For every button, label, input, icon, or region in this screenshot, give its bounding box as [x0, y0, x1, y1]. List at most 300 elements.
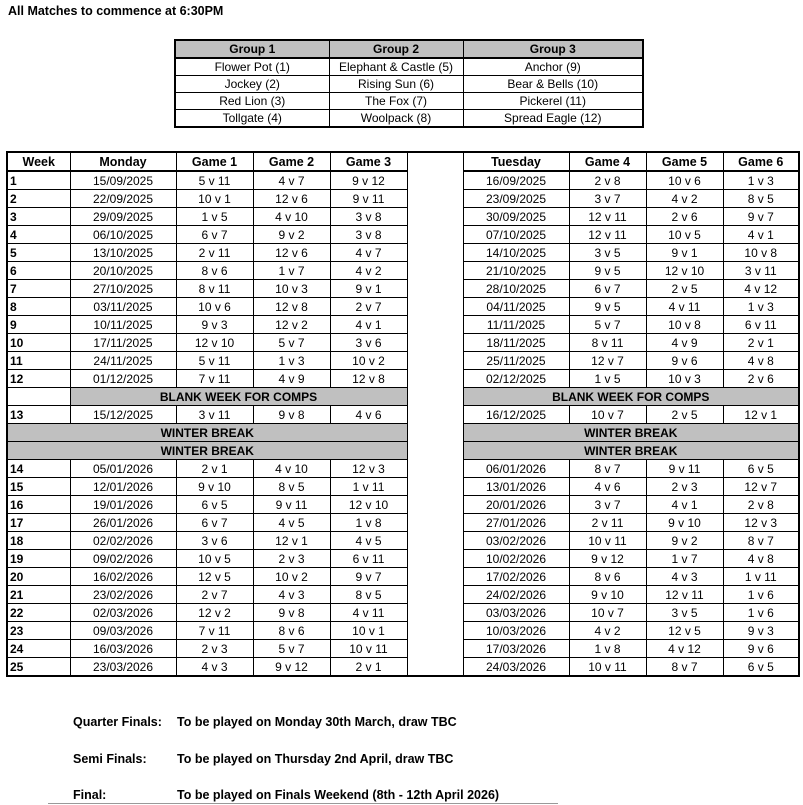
fixture-cell: 9 v 11 [646, 460, 723, 478]
quarter-finals-label: Quarter Finals: [73, 715, 162, 729]
group-header: Group 3 [463, 40, 643, 58]
tuesday-date: 16/09/2025 [463, 171, 569, 190]
monday-date: 20/10/2025 [70, 262, 176, 280]
fixture-cell: 9 v 12 [330, 171, 407, 190]
spacer-cell [407, 460, 463, 478]
fixture-cell: 3 v 11 [176, 406, 253, 424]
fixture-cell: 10 v 6 [646, 171, 723, 190]
monday-date: 16/03/2026 [70, 640, 176, 658]
monday-date: 09/02/2026 [70, 550, 176, 568]
fixture-cell: 10 v 8 [723, 244, 799, 262]
spacer-cell [407, 334, 463, 352]
tuesday-date: 16/12/2025 [463, 406, 569, 424]
table-row [7, 460, 799, 478]
column-header: Tuesday [463, 152, 569, 171]
spacer-cell [407, 280, 463, 298]
fixture-cell: 9 v 12 [253, 658, 330, 677]
fixture-cell: 8 v 7 [569, 460, 646, 478]
tuesday-date: 03/03/2026 [463, 604, 569, 622]
fixture-cell: 12 v 6 [253, 190, 330, 208]
fixture-cell: 12 v 6 [253, 244, 330, 262]
blank-week-label: BLANK WEEK FOR COMPS [70, 388, 407, 406]
fixture-cell: 4 v 12 [646, 640, 723, 658]
fixture-cell: 12 v 5 [176, 568, 253, 586]
fixture-cell: 9 v 5 [569, 298, 646, 316]
monday-date: 05/01/2026 [70, 460, 176, 478]
spacer-cell [407, 190, 463, 208]
fixture-cell: 2 v 3 [176, 640, 253, 658]
fixture-cell: 12 v 11 [569, 226, 646, 244]
fixture-cell: 5 v 7 [253, 640, 330, 658]
fixture-cell: 4 v 3 [253, 586, 330, 604]
fixture-cell: 4 v 8 [723, 352, 799, 370]
table-row [7, 658, 799, 677]
table-row [7, 604, 799, 622]
group-header: Group 2 [329, 40, 463, 58]
fixture-cell: 10 v 5 [646, 226, 723, 244]
table-row [7, 298, 799, 316]
tuesday-date: 24/02/2026 [463, 586, 569, 604]
groups-header-row [175, 40, 643, 58]
spacer-cell [407, 152, 463, 171]
week-number: 3 [7, 208, 70, 226]
fixture-cell: 6 v 7 [569, 280, 646, 298]
fixture-cell: 9 v 7 [330, 568, 407, 586]
fixture-cell: 3 v 8 [330, 226, 407, 244]
table-row [7, 550, 799, 568]
tuesday-date: 25/11/2025 [463, 352, 569, 370]
monday-date: 06/10/2025 [70, 226, 176, 244]
monday-date: 29/09/2025 [70, 208, 176, 226]
spacer-cell [407, 171, 463, 190]
column-header: Game 3 [330, 152, 407, 171]
fixture-cell: 1 v 5 [176, 208, 253, 226]
fixture-cell: 3 v 7 [569, 190, 646, 208]
spacer-cell [407, 622, 463, 640]
table-row [7, 190, 799, 208]
spacer-cell [407, 352, 463, 370]
tuesday-date: 03/02/2026 [463, 532, 569, 550]
fixture-cell: 12 v 11 [646, 586, 723, 604]
fixture-cell: 4 v 11 [330, 604, 407, 622]
fixture-cell: 9 v 2 [253, 226, 330, 244]
fixture-cell: 10 v 11 [569, 658, 646, 677]
week-number [7, 388, 70, 406]
spacer-cell [407, 514, 463, 532]
week-number: 18 [7, 532, 70, 550]
week-number: 2 [7, 190, 70, 208]
spacer-cell [407, 262, 463, 280]
spacer-cell [407, 640, 463, 658]
final-line [73, 788, 499, 802]
fixture-cell: 6 v 11 [723, 316, 799, 334]
fixture-cell: 9 v 12 [569, 550, 646, 568]
week-number: 10 [7, 334, 70, 352]
fixture-cell: 6 v 5 [723, 460, 799, 478]
fixture-cell: 4 v 2 [646, 190, 723, 208]
team-cell: Bear & Bells (10) [463, 76, 643, 93]
fixture-cell: 5 v 11 [176, 352, 253, 370]
fixture-cell: 9 v 3 [176, 316, 253, 334]
team-cell: Rising Sun (6) [329, 76, 463, 93]
fixture-cell: 8 v 7 [646, 658, 723, 677]
fixtures-table [6, 151, 800, 677]
winter-break-label: WINTER BREAK [7, 442, 407, 460]
monday-date: 01/12/2025 [70, 370, 176, 388]
fixture-cell: 4 v 10 [253, 460, 330, 478]
table-row [7, 262, 799, 280]
column-header: Game 1 [176, 152, 253, 171]
fixture-cell: 12 v 2 [253, 316, 330, 334]
fixture-cell: 10 v 7 [569, 604, 646, 622]
table-row [7, 514, 799, 532]
fixture-cell: 12 v 10 [176, 334, 253, 352]
monday-date: 09/03/2026 [70, 622, 176, 640]
week-number: 25 [7, 658, 70, 677]
table-row [7, 280, 799, 298]
fixture-cell: 2 v 3 [253, 550, 330, 568]
fixture-cell: 12 v 8 [330, 370, 407, 388]
monday-date: 24/11/2025 [70, 352, 176, 370]
fixture-cell: 4 v 12 [723, 280, 799, 298]
table-row [7, 622, 799, 640]
week-number: 20 [7, 568, 70, 586]
fixture-cell: 8 v 7 [723, 532, 799, 550]
table-row [7, 316, 799, 334]
fixture-cell: 4 v 2 [569, 622, 646, 640]
fixture-cell: 4 v 3 [176, 658, 253, 677]
tuesday-date: 28/10/2025 [463, 280, 569, 298]
fixture-cell: 1 v 5 [569, 370, 646, 388]
fixture-cell: 9 v 11 [330, 190, 407, 208]
monday-date: 23/02/2026 [70, 586, 176, 604]
fixture-cell: 10 v 1 [330, 622, 407, 640]
week-number: 7 [7, 280, 70, 298]
fixture-cell: 8 v 6 [569, 568, 646, 586]
blank-week-label: BLANK WEEK FOR COMPS [463, 388, 799, 406]
fixture-cell: 4 v 9 [253, 370, 330, 388]
winter-break-row [7, 442, 799, 460]
team-cell: Anchor (9) [463, 58, 643, 76]
week-number: 12 [7, 370, 70, 388]
fixture-cell: 4 v 7 [330, 244, 407, 262]
column-header: Week [7, 152, 70, 171]
spacer-cell [407, 442, 463, 460]
monday-date: 16/02/2026 [70, 568, 176, 586]
monday-date: 02/03/2026 [70, 604, 176, 622]
fixture-cell: 10 v 2 [253, 568, 330, 586]
fixture-cell: 4 v 3 [646, 568, 723, 586]
fixture-cell: 2 v 1 [723, 334, 799, 352]
fixture-cell: 10 v 7 [569, 406, 646, 424]
week-number: 17 [7, 514, 70, 532]
fixture-cell: 6 v 7 [176, 514, 253, 532]
tuesday-date: 10/03/2026 [463, 622, 569, 640]
fixture-cell: 9 v 11 [253, 496, 330, 514]
tuesday-date: 13/01/2026 [463, 478, 569, 496]
column-header: Game 6 [723, 152, 799, 171]
fixture-cell: 6 v 5 [723, 658, 799, 677]
spacer-cell [407, 568, 463, 586]
fixture-cell: 9 v 3 [723, 622, 799, 640]
fixture-cell: 4 v 5 [330, 532, 407, 550]
fixture-cell: 8 v 11 [176, 280, 253, 298]
spacer-cell [407, 298, 463, 316]
semi-finals-line [73, 752, 453, 766]
tuesday-date: 02/12/2025 [463, 370, 569, 388]
monday-date: 19/01/2026 [70, 496, 176, 514]
team-cell: Spread Eagle (12) [463, 110, 643, 128]
fixture-cell: 4 v 6 [569, 478, 646, 496]
fixture-cell: 8 v 5 [253, 478, 330, 496]
fixture-cell: 4 v 5 [253, 514, 330, 532]
fixture-cell: 9 v 8 [253, 406, 330, 424]
tuesday-date: 24/03/2026 [463, 658, 569, 677]
fixture-cell: 1 v 8 [569, 640, 646, 658]
fixture-cell: 2 v 1 [330, 658, 407, 677]
week-number: 13 [7, 406, 70, 424]
spacer-cell [407, 478, 463, 496]
team-cell: Jockey (2) [175, 76, 329, 93]
week-number: 8 [7, 298, 70, 316]
fixture-cell: 1 v 11 [330, 478, 407, 496]
fixture-cell: 12 v 7 [723, 478, 799, 496]
table-row [7, 640, 799, 658]
tuesday-date: 21/10/2025 [463, 262, 569, 280]
fixture-cell: 2 v 5 [646, 406, 723, 424]
team-cell: Tollgate (4) [175, 110, 329, 128]
spacer-cell [407, 244, 463, 262]
spacer-cell [407, 370, 463, 388]
monday-date: 26/01/2026 [70, 514, 176, 532]
spacer-cell [407, 658, 463, 677]
final-label: Final: [73, 788, 107, 802]
column-header: Monday [70, 152, 176, 171]
fixture-cell: 4 v 9 [646, 334, 723, 352]
fixture-cell: 3 v 11 [723, 262, 799, 280]
fixture-cell: 4 v 8 [723, 550, 799, 568]
fixture-cell: 1 v 7 [646, 550, 723, 568]
fixture-cell: 3 v 5 [646, 604, 723, 622]
monday-date: 27/10/2025 [70, 280, 176, 298]
fixture-cell: 10 v 11 [330, 640, 407, 658]
fixture-cell: 1 v 6 [723, 604, 799, 622]
fixture-cell: 9 v 5 [569, 262, 646, 280]
winter-break-label: WINTER BREAK [463, 424, 799, 442]
fixture-cell: 5 v 11 [176, 171, 253, 190]
fixture-cell: 10 v 8 [646, 316, 723, 334]
spacer-cell [407, 424, 463, 442]
fixture-cell: 9 v 6 [646, 352, 723, 370]
fixture-cell: 9 v 10 [569, 586, 646, 604]
team-cell: Woolpack (8) [329, 110, 463, 128]
monday-date: 02/02/2026 [70, 532, 176, 550]
fixture-cell: 3 v 5 [569, 244, 646, 262]
fixture-cell: 12 v 5 [646, 622, 723, 640]
table-row [7, 171, 799, 190]
fixture-cell: 7 v 11 [176, 370, 253, 388]
fixture-cell: 4 v 11 [646, 298, 723, 316]
fixture-cell: 10 v 3 [253, 280, 330, 298]
monday-date: 22/09/2025 [70, 190, 176, 208]
fixture-cell: 4 v 10 [253, 208, 330, 226]
fixture-cell: 2 v 3 [646, 478, 723, 496]
monday-date: 12/01/2026 [70, 478, 176, 496]
week-number: 15 [7, 478, 70, 496]
fixture-cell: 4 v 1 [646, 496, 723, 514]
winter-break-row [7, 424, 799, 442]
semi-finals-label: Semi Finals: [73, 752, 147, 766]
fixture-cell: 5 v 7 [569, 316, 646, 334]
tuesday-date: 17/02/2026 [463, 568, 569, 586]
table-row [7, 352, 799, 370]
tuesday-date: 23/09/2025 [463, 190, 569, 208]
fixture-cell: 10 v 3 [646, 370, 723, 388]
spacer-cell [407, 388, 463, 406]
table-row [7, 370, 799, 388]
tuesday-date: 30/09/2025 [463, 208, 569, 226]
fixture-cell: 1 v 6 [723, 586, 799, 604]
groups-table [174, 39, 644, 128]
fixture-cell: 12 v 7 [569, 352, 646, 370]
column-header: Game 2 [253, 152, 330, 171]
table-row [7, 226, 799, 244]
monday-date: 13/10/2025 [70, 244, 176, 262]
fixture-cell: 9 v 10 [646, 514, 723, 532]
fixture-cell: 3 v 7 [569, 496, 646, 514]
week-number: 22 [7, 604, 70, 622]
spacer-cell [407, 316, 463, 334]
fixture-cell: 12 v 8 [253, 298, 330, 316]
fixture-cell: 4 v 1 [330, 316, 407, 334]
week-number: 5 [7, 244, 70, 262]
week-number: 1 [7, 171, 70, 190]
fixture-cell: 3 v 8 [330, 208, 407, 226]
tuesday-date: 17/03/2026 [463, 640, 569, 658]
fixture-cell: 3 v 6 [330, 334, 407, 352]
week-number: 24 [7, 640, 70, 658]
fixture-cell: 9 v 6 [723, 640, 799, 658]
fixture-cell: 1 v 11 [723, 568, 799, 586]
fixture-cell: 8 v 5 [723, 190, 799, 208]
fixture-cell: 4 v 6 [330, 406, 407, 424]
fixture-cell: 12 v 10 [330, 496, 407, 514]
week-number: 11 [7, 352, 70, 370]
spacer-cell [407, 604, 463, 622]
table-row [7, 568, 799, 586]
spacer-cell [407, 550, 463, 568]
fixture-cell: 4 v 1 [723, 226, 799, 244]
group-row [175, 93, 643, 110]
fixture-cell: 8 v 5 [330, 586, 407, 604]
spacer-cell [407, 532, 463, 550]
divider [48, 803, 558, 804]
fixture-cell: 1 v 3 [723, 298, 799, 316]
fixture-cell: 9 v 2 [646, 532, 723, 550]
tuesday-date: 10/02/2026 [463, 550, 569, 568]
group-row [175, 76, 643, 93]
spacer-cell [407, 496, 463, 514]
fixture-cell: 2 v 6 [646, 208, 723, 226]
fixture-cell: 4 v 2 [330, 262, 407, 280]
monday-date: 10/11/2025 [70, 316, 176, 334]
column-header: Game 5 [646, 152, 723, 171]
winter-break-label: WINTER BREAK [7, 424, 407, 442]
fixture-cell: 10 v 11 [569, 532, 646, 550]
fixture-cell: 6 v 5 [176, 496, 253, 514]
tuesday-date: 14/10/2025 [463, 244, 569, 262]
table-row [7, 478, 799, 496]
final-text: To be played on Finals Weekend (8th - 12th April 2026) [177, 788, 500, 802]
fixture-cell: 3 v 6 [176, 532, 253, 550]
blank-week-row [7, 388, 799, 406]
week-number: 16 [7, 496, 70, 514]
group-header: Group 1 [175, 40, 329, 58]
monday-date: 17/11/2025 [70, 334, 176, 352]
team-cell: Elephant & Castle (5) [329, 58, 463, 76]
tuesday-date: 11/11/2025 [463, 316, 569, 334]
fixture-cell: 9 v 1 [646, 244, 723, 262]
tuesday-date: 27/01/2026 [463, 514, 569, 532]
fixture-cell: 6 v 11 [330, 550, 407, 568]
fixture-cell: 12 v 10 [646, 262, 723, 280]
fixture-cell: 8 v 6 [253, 622, 330, 640]
fixture-cell: 9 v 7 [723, 208, 799, 226]
fixture-cell: 12 v 2 [176, 604, 253, 622]
tuesday-date: 06/01/2026 [463, 460, 569, 478]
team-cell: Red Lion (3) [175, 93, 329, 110]
tuesday-date: 18/11/2025 [463, 334, 569, 352]
fixture-cell: 10 v 6 [176, 298, 253, 316]
spacer-cell [407, 406, 463, 424]
fixture-cell: 5 v 7 [253, 334, 330, 352]
table-row [7, 496, 799, 514]
monday-date: 15/12/2025 [70, 406, 176, 424]
fixture-cell: 10 v 2 [330, 352, 407, 370]
team-cell: Flower Pot (1) [175, 58, 329, 76]
fixture-cell: 12 v 11 [569, 208, 646, 226]
fixture-cell: 12 v 3 [330, 460, 407, 478]
week-number: 9 [7, 316, 70, 334]
fixture-cell: 2 v 7 [330, 298, 407, 316]
fixtures-header-row [7, 152, 799, 171]
fixture-cell: 12 v 3 [723, 514, 799, 532]
tuesday-date: 07/10/2025 [463, 226, 569, 244]
fixture-cell: 2 v 11 [176, 244, 253, 262]
week-number: 21 [7, 586, 70, 604]
fixture-cell: 1 v 7 [253, 262, 330, 280]
fixture-cell: 6 v 7 [176, 226, 253, 244]
fixture-cell: 2 v 7 [176, 586, 253, 604]
fixture-cell: 7 v 11 [176, 622, 253, 640]
week-number: 23 [7, 622, 70, 640]
team-cell: Pickerel (11) [463, 93, 643, 110]
quarter-finals-line [73, 715, 457, 729]
table-row [7, 334, 799, 352]
fixture-cell: 2 v 8 [569, 171, 646, 190]
column-header: Game 4 [569, 152, 646, 171]
fixture-cell: 2 v 1 [176, 460, 253, 478]
fixture-cell: 12 v 1 [723, 406, 799, 424]
monday-date: 15/09/2025 [70, 171, 176, 190]
fixture-cell: 4 v 7 [253, 171, 330, 190]
monday-date: 23/03/2026 [70, 658, 176, 677]
tuesday-date: 20/01/2026 [463, 496, 569, 514]
table-row [7, 406, 799, 424]
fixture-cell: 1 v 3 [723, 171, 799, 190]
fixture-cell: 1 v 3 [253, 352, 330, 370]
spacer-cell [407, 226, 463, 244]
